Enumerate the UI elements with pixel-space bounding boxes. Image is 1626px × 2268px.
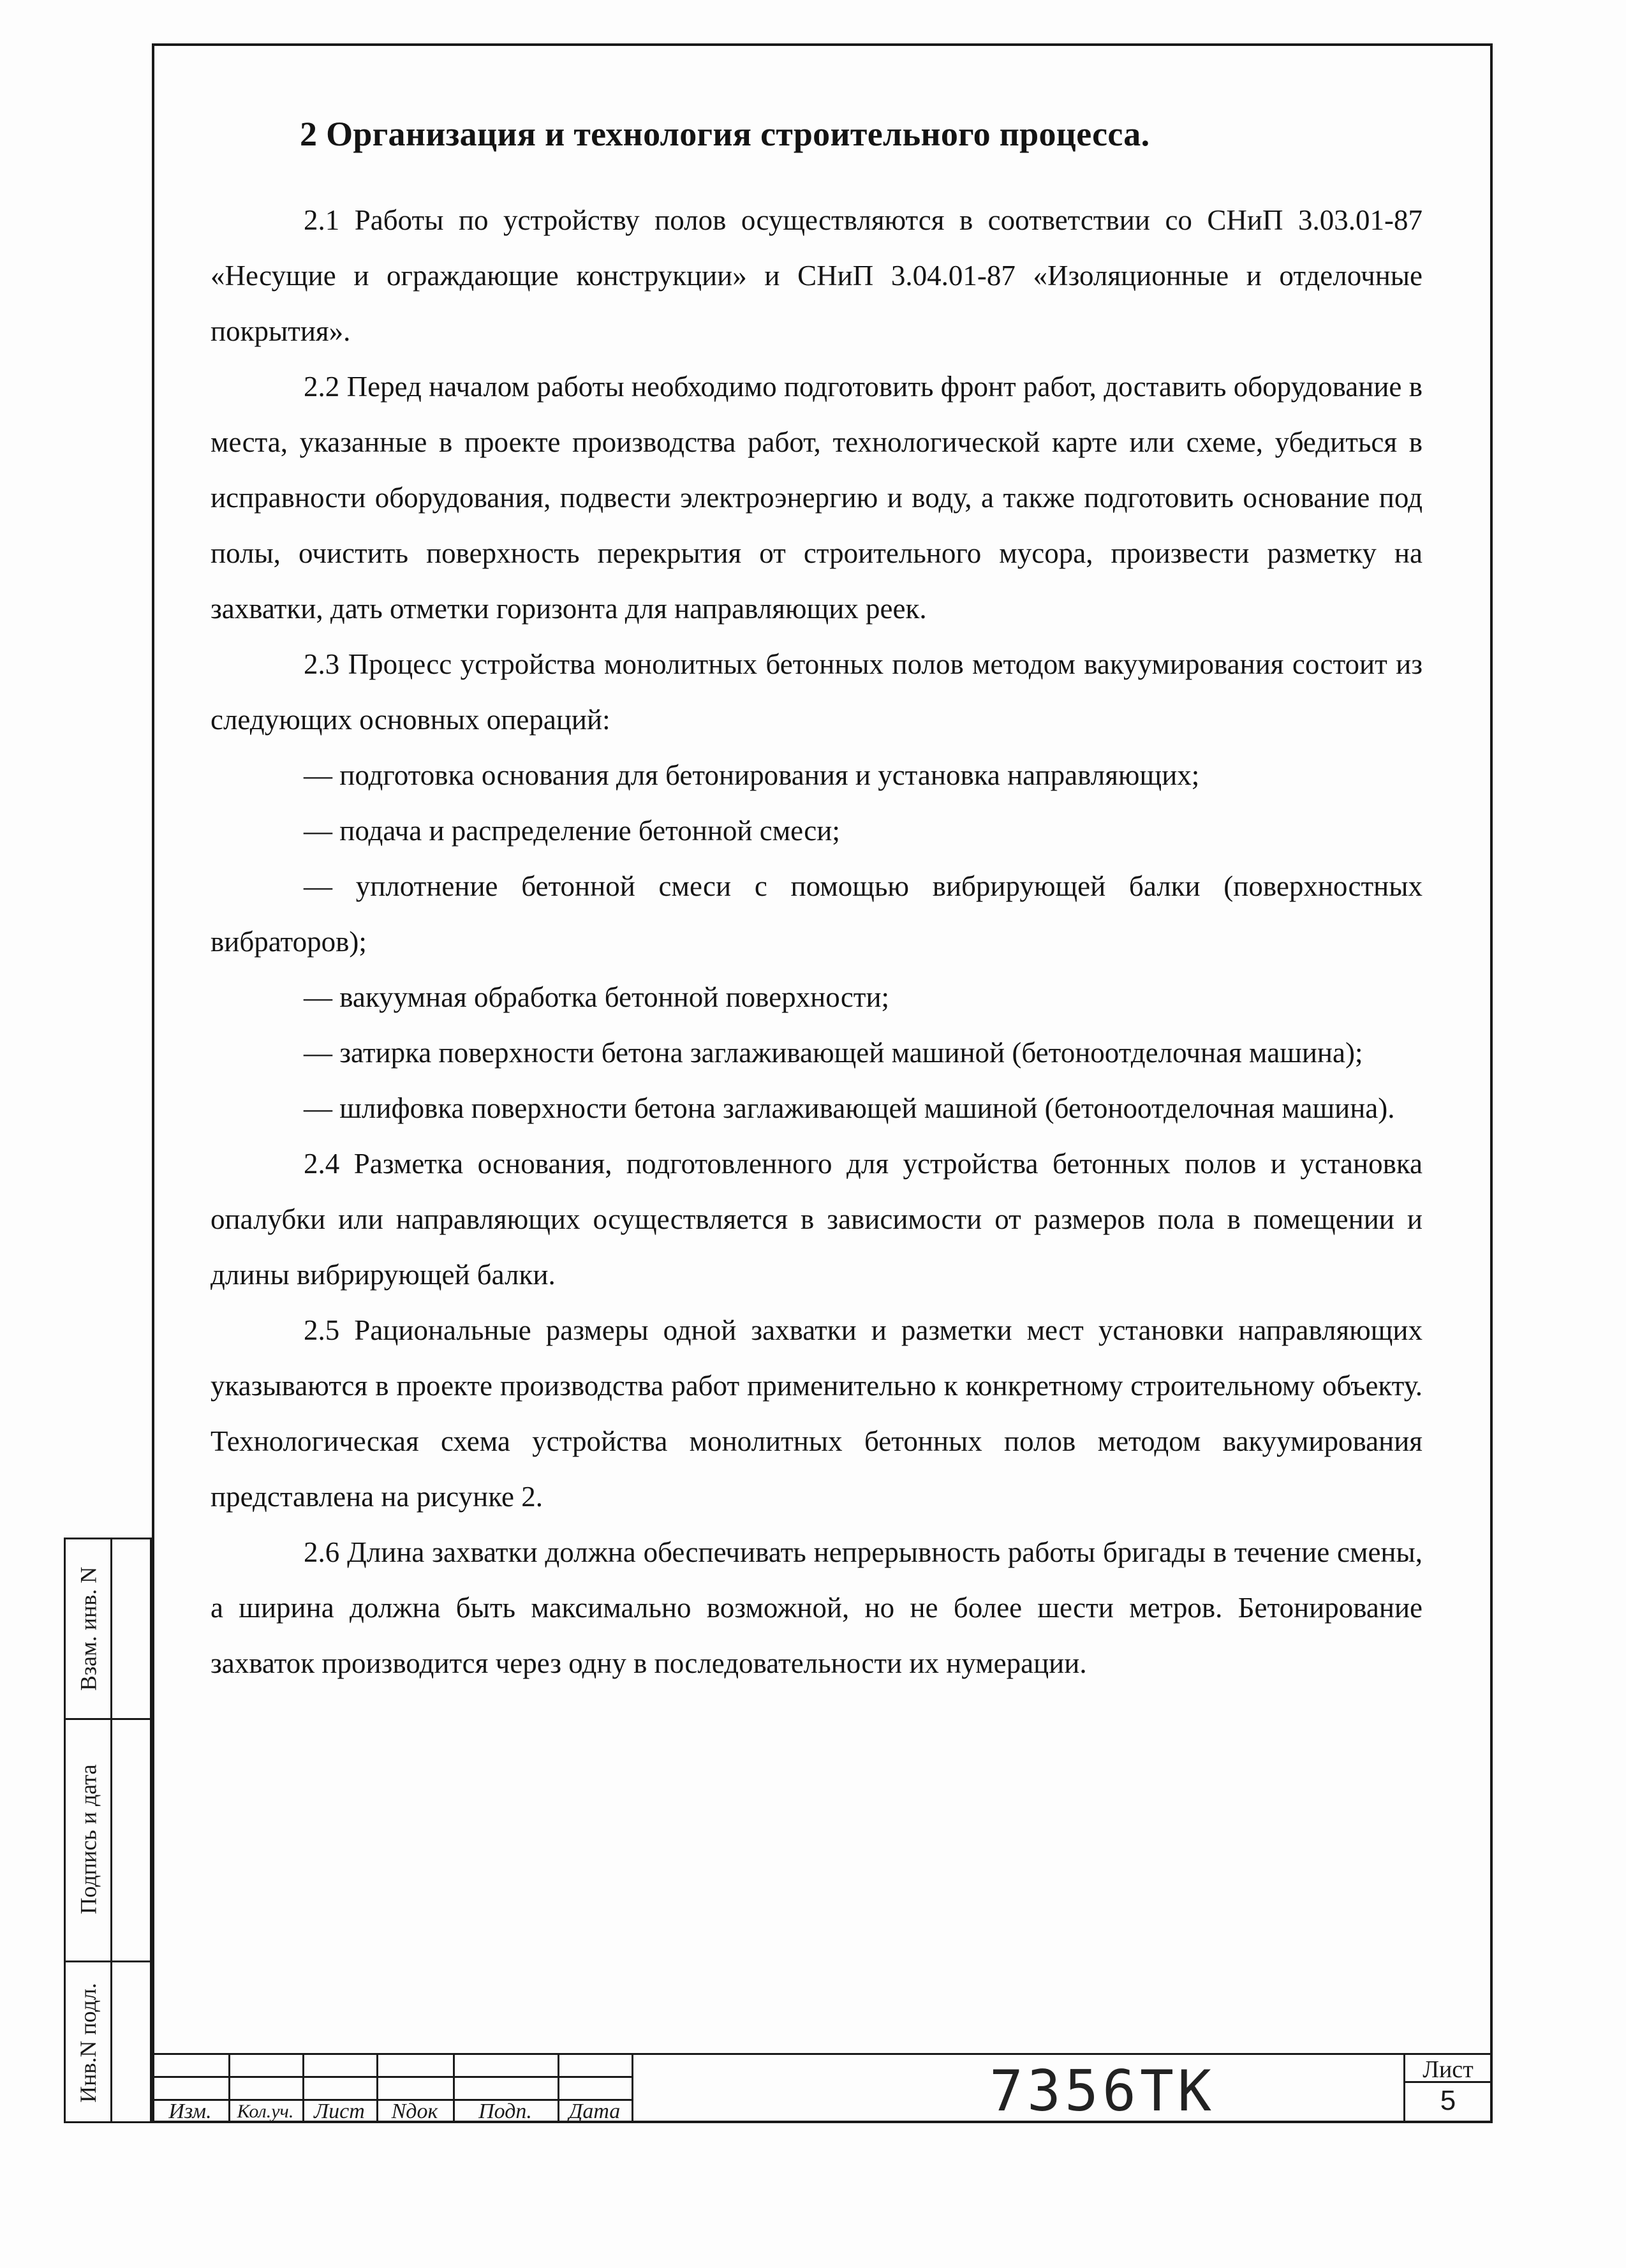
title-block xyxy=(152,2053,1493,2123)
document-body xyxy=(211,108,1423,1691)
operation-item: — подготовка основания для бетонирования и установка направляющих; xyxy=(304,759,1200,791)
operation-item: — уплотнение бетонной смеси с помощью вибрирующей балки (поверхностных вибраторов); xyxy=(211,870,1423,958)
column-label-signature: Подп. xyxy=(478,2100,532,2123)
stamp-divider xyxy=(110,1539,112,2121)
sheet-label: Лист xyxy=(1423,2056,1474,2083)
stamp-label: Взам. инв. N xyxy=(75,1566,101,1691)
stamp-label: Инв.N подл. xyxy=(75,1983,101,2103)
operation-item: — вакуумная обработка бетонной поверхности; xyxy=(304,981,890,1013)
column-label-revision: Изм. xyxy=(168,2100,212,2123)
paragraph-2-4: 2.4 Разметка основания, подготовленного для устройства бетонных полов и установка опалубки или направляющих осуществляется в зависимости от размеров пола в помещении и длины вибрирующей балки. xyxy=(211,1148,1423,1291)
operation-item: — шлифовка поверхности бетона заглаживающей машиной (бетоноотделочная машина). xyxy=(304,1092,1395,1124)
operation-item: — затирка поверхности бетона заглаживающей машиной (бетоноотделочная машина); xyxy=(304,1037,1363,1069)
paragraph-2-1: 2.1 Работы по устройству полов осуществляются в соответствии со СНиП 3.03.01-87 «Несущие и ограждающие конструкции» и СНиП 3.04.01-87 «Изоляционные и отделочные покрытия». xyxy=(211,204,1423,347)
stamp-field-signature-date xyxy=(66,1718,110,1960)
section-heading: 2 Организация и технология строительного процесса. xyxy=(300,115,1150,153)
column-label-doc-number: Nдок xyxy=(391,2100,438,2123)
stamp-field-original-inv xyxy=(66,1960,110,2125)
sheet-number: 5 xyxy=(1440,2085,1456,2116)
paragraph-2-3: 2.3 Процесс устройства монолитных бетонных полов методом вакуумирования состоит из следующих основных операций: xyxy=(211,648,1423,736)
side-stamp xyxy=(64,1538,152,2123)
title-block-line xyxy=(632,2053,633,2123)
paragraph-2-6: 2.6 Длина захватки должна обеспечивать непрерывность работы бригады в течение смены, а ширина должна быть максимально возможной, но не более шести метров. Бетонирование захваток производится через одну в последовательности их нумерации. xyxy=(211,1536,1423,1679)
stamp-field-replacement-inv xyxy=(66,1539,110,1718)
operation-item: — подача и распределение бетонной смеси; xyxy=(304,815,840,847)
paragraph-2-2: 2.2 Перед началом работы необходимо подготовить фронт работ, доставить оборудование в места, указанные в проекте производства работ, технологической карте или схеме, убедиться в исправности оборудования, подвести электроэнергию и воду, а также подготовить основание под полы, очистить поверхность перекрытия от строительного мусора, произвести разметку на захватки, дать отметки горизонта для направляющих реек. xyxy=(211,371,1423,625)
title-block-line xyxy=(152,2053,1493,2055)
paragraph-2-5: 2.5 Рациональные размеры одной захватки и разметки мест установки направляющих указываются в проекте производства работ применительно к конкретному строительному объекту. Технологическая схема устройства монолитных бетонных полов методом вакуумирования представлена на рисунке 2. xyxy=(211,1314,1423,1513)
title-block-line xyxy=(152,2076,632,2078)
column-label-date: Дата xyxy=(568,2100,621,2123)
stamp-label: Подпись и дата xyxy=(75,1764,101,1915)
column-label-count: Кол.уч. xyxy=(237,2101,294,2122)
column-label-sheet: Лист xyxy=(314,2100,365,2123)
document-code: 7356ТК xyxy=(989,2058,1215,2124)
